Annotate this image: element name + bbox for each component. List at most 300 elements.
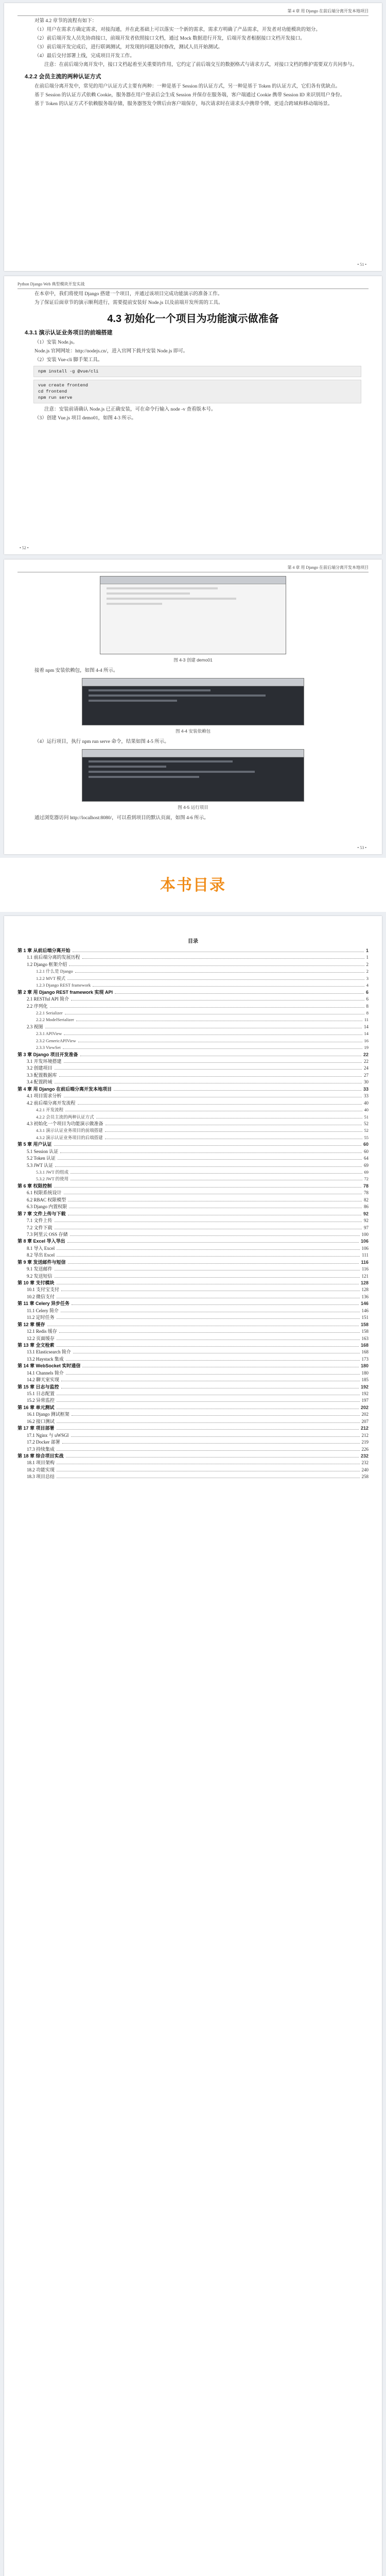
toc-page-number: 14 xyxy=(364,1024,369,1029)
toc-chapter-entry xyxy=(17,1342,369,1349)
toc-leader-dots xyxy=(54,1145,361,1146)
toc-entry-label: 11.1 Celery 简介 xyxy=(27,1308,59,1313)
toc-entry-label: 8.1 导入 Excel xyxy=(27,1245,55,1251)
toc-page-number: 92 xyxy=(364,1218,369,1224)
toc-leader-dots xyxy=(115,993,364,994)
toc-entry-label: 第 6 章 权限控制 xyxy=(17,1183,52,1189)
toc-leader-dots xyxy=(75,972,364,973)
terminal-figure xyxy=(82,678,304,725)
toc-entry-label: 3.4 配置跨域 xyxy=(27,1079,52,1085)
paragraph: （4）运行项目，执行 npm run serve 命令，结果如图 4-5 所示。 xyxy=(34,739,169,744)
toc-page-number: 106 xyxy=(361,1245,369,1251)
toc-page-number: 180 xyxy=(361,1370,369,1376)
toc-chapter-entry xyxy=(17,1259,369,1266)
toc-section-entry xyxy=(17,1093,369,1099)
toc-section-entry xyxy=(17,1411,369,1418)
toc-page-number: 163 xyxy=(361,1335,369,1341)
toc-page-number: 19 xyxy=(364,1045,369,1050)
toc-entry-label: 第 9 章 发送邮件与短信 xyxy=(17,1259,66,1265)
toc-leader-dots xyxy=(57,1256,360,1257)
toc-subsection-entry xyxy=(17,1038,369,1044)
toc-entry-label: 第 7 章 文件上传与下载 xyxy=(17,1211,66,1216)
toc-page-number: 64 xyxy=(364,1156,369,1161)
toc-page-number: 52 xyxy=(364,1128,369,1133)
toc-page-number: 240 xyxy=(361,1467,369,1472)
toc-chapter-entry xyxy=(17,1086,369,1093)
toc-page-number: 212 xyxy=(361,1432,369,1438)
toc-heading: 目录 xyxy=(188,939,198,944)
toc-leader-dots xyxy=(57,1318,360,1319)
running-header: 第 4 章 用 Django 在前后端分离开发本地项目 xyxy=(17,565,369,572)
toc-page-number: 40 xyxy=(364,1100,369,1106)
paragraph: 基于 Token 的认证方式不依赖服务端存储，服务器签发令牌后由客户端保存，每次请求时在请求头中携带令牌，更适合跨域和移动端场景。 xyxy=(34,101,333,107)
toc-page-number: 226 xyxy=(361,1446,369,1452)
toc-subsection-entry xyxy=(17,1169,369,1176)
paragraph: Node.js 官网网址：http://nodejs.cn/，进入官网下载并安装 Node.js 即可。 xyxy=(34,349,188,354)
toc-entry-label: 10.1 支付宝支付 xyxy=(27,1287,60,1293)
toc-entry-label: 9.2 发送短信 xyxy=(27,1273,52,1279)
toc-subsection-entry xyxy=(17,1016,369,1023)
toc-entry-label: 第 13 章 全文检索 xyxy=(17,1342,55,1348)
note: 注意：在前后端分离开发中，接口文档起着至关重要的作用，它约定了前后端交互的数据格式与请求方式，对接口文档的维护需要双方共同参与。 xyxy=(44,62,358,67)
toc-page-number: 22 xyxy=(363,1052,369,1057)
toc-entry-label: 10.2 微信支付 xyxy=(27,1294,55,1299)
toc-page-number: 207 xyxy=(361,1418,369,1424)
toc-page-number: 100 xyxy=(361,1231,369,1237)
subsection-heading: 4.3.1 演示认证业务项目的前端搭建 xyxy=(25,330,113,336)
toc-entry-label: 1.2.1 什么是 Django xyxy=(36,969,73,974)
toc-entry-label: 3.2 创建项目 xyxy=(27,1065,52,1071)
toc-section-entry xyxy=(17,1418,369,1425)
toc-page-number: 128 xyxy=(360,1280,369,1285)
toc-section-entry xyxy=(17,1349,369,1355)
toc-chapter-entry xyxy=(17,1404,369,1411)
toc-entry-label: 4.1 项目需求分析 xyxy=(27,1093,62,1099)
toc-entry-label: 11.2 定时任务 xyxy=(27,1315,55,1320)
toc-leader-dots xyxy=(71,1436,360,1437)
toc-entry-label: 5.3.2 JWT 的使用 xyxy=(36,1176,69,1182)
toc-entry-label: 16.2 接口测试 xyxy=(27,1418,55,1424)
toc-subsection-entry xyxy=(17,1030,369,1037)
page-body xyxy=(25,18,361,109)
toc-subsection-entry xyxy=(17,982,369,989)
toc-leader-dots xyxy=(57,1401,359,1402)
paragraph: 在本章中，我们将使用 Django 搭建一个项目，并通过该项目完成功能演示的准备工作。 xyxy=(34,292,223,297)
toc-banner xyxy=(0,871,386,896)
toc-section-entry xyxy=(17,1328,369,1335)
toc-leader-dots xyxy=(59,1076,362,1077)
toc-page-number: 2 xyxy=(366,969,369,974)
toc-page-number: 30 xyxy=(364,1079,369,1085)
paragraph: （3）前后端开发完成后，进行联调测试，对发现的问题及时修改，测试人员开始测试。 xyxy=(34,45,223,50)
toc-section-entry xyxy=(17,1079,369,1086)
preview-page-2 xyxy=(4,276,382,554)
toc-subsection-entry xyxy=(17,975,369,982)
toc-leader-dots xyxy=(57,1249,359,1250)
page-number: • 51 • xyxy=(357,262,366,267)
toc-entry-label: 第 14 章 WebSocket 实时通信 xyxy=(17,1363,81,1369)
toc-page-number: 92 xyxy=(363,1211,369,1216)
toc-page-number: 8 xyxy=(366,1003,369,1009)
terminal-figure xyxy=(82,749,304,802)
toc-entry-label: 15.2 异常监控 xyxy=(27,1398,55,1403)
toc-section-entry xyxy=(17,1072,369,1079)
toc-entry-label: 第 18 章 综合项目实战 xyxy=(17,1453,64,1459)
toc-page-number: 51 xyxy=(364,1114,369,1120)
toc-entry-label: 3.1 开发环境搭建 xyxy=(27,1059,62,1064)
toc-page-number: 185 xyxy=(361,1377,369,1383)
toc-page-number: 151 xyxy=(361,1315,369,1320)
toc-entry-label: 2.3.1 APIView xyxy=(36,1031,62,1037)
toc-section-entry xyxy=(17,1155,369,1162)
toc-entry-label: 12.2 页面缓存 xyxy=(27,1335,55,1341)
preview-page-3 xyxy=(4,560,382,854)
toc-page-number: 16 xyxy=(364,1038,369,1043)
toc-entry-label: 14.1 Channels 简介 xyxy=(27,1370,64,1376)
preview-page-1 xyxy=(4,3,382,271)
paragraph: （1）用户在需求方确定需求，对接沟通，并在此基础上可以落实一个新的需求，需求方明确了产品需求，开发者对功能模块的划分。 xyxy=(34,27,321,32)
toc-page-number: 69 xyxy=(364,1162,369,1168)
toc-entry-label: 5.3 JWT 认证 xyxy=(27,1162,54,1168)
toc-entry-label: 17.2 Docker 部署 xyxy=(27,1439,60,1445)
toc-page-number: 232 xyxy=(361,1460,369,1466)
toc-entry-label: 7.3 阿里云 OSS 存储 xyxy=(27,1231,68,1237)
toc-page-number: 212 xyxy=(360,1426,369,1431)
toc-chapter-entry xyxy=(17,989,369,996)
toc-page-number: 136 xyxy=(361,1294,369,1299)
toc-entry-label: 2.3.2 GenericAPIView xyxy=(36,1038,76,1043)
toc-subsection-entry xyxy=(17,1010,369,1016)
toc-leader-dots xyxy=(69,965,364,966)
toc-page-number: 60 xyxy=(363,1142,369,1147)
toc-leader-dots xyxy=(66,1457,359,1458)
code-block: vue create frontend cd frontend npm run serve xyxy=(33,380,361,403)
toc-entry-label: 13.1 Elasticsearch 简介 xyxy=(27,1349,71,1355)
toc-chapter-entry xyxy=(17,1211,369,1217)
toc-page-number: 11 xyxy=(364,1017,369,1023)
toc-entry-label: 18.2 功能实现 xyxy=(27,1467,55,1472)
toc-page-number: 111 xyxy=(362,1252,369,1258)
toc-chapter-entry xyxy=(17,1300,369,1307)
toc-entry-label: 2.2 序列化 xyxy=(27,1003,48,1009)
toc-entry-label: 16.1 Django 测试框架 xyxy=(27,1412,69,1417)
toc-subsection-entry xyxy=(17,1134,369,1141)
toc-leader-dots xyxy=(70,1235,360,1236)
toc-leader-dots xyxy=(82,958,364,959)
paragraph: 接着 npm 安装依赖包，如图 4-4 所示。 xyxy=(34,668,118,673)
figure-caption: 图 4-5 运行项目 xyxy=(178,805,208,810)
toc-leader-dots xyxy=(66,1360,360,1361)
toc-page-number: 33 xyxy=(364,1093,369,1099)
toc-chapter-entry xyxy=(17,1183,369,1190)
toc-entry-label: 14.2 聊天室实现 xyxy=(27,1377,60,1383)
table-of-contents xyxy=(17,937,369,1481)
toc-chapter-entry xyxy=(17,1238,369,1245)
toc-entry-label: 第 5 章 用户认证 xyxy=(17,1142,52,1147)
toc-page-number: 72 xyxy=(364,1176,369,1182)
toc-section-entry xyxy=(17,1231,369,1238)
toc-entry-label: 17.1 Nginx 与 uWSGI xyxy=(27,1432,69,1438)
toc-section-entry xyxy=(17,1121,369,1127)
toc-page-number: 202 xyxy=(361,1412,369,1417)
toc-section-entry xyxy=(17,1058,369,1065)
toc-leader-dots xyxy=(50,1007,364,1008)
toc-section-entry xyxy=(17,1473,369,1480)
paragraph: 通过浏览器访问 http://localhost:8080/，可以看到项目的默认页面，如图 4-6 所示。 xyxy=(34,816,209,821)
toc-section-entry xyxy=(17,1245,369,1252)
toc-list xyxy=(17,947,369,1481)
paragraph: 对第 4.2 章节的流程有如下： xyxy=(34,19,97,24)
toc-page-number: 55 xyxy=(364,1134,369,1140)
toc-entry-label: 第 2 章 用 Django REST framework 实现 API xyxy=(17,989,113,995)
toc-leader-dots xyxy=(78,1104,362,1105)
toc-section-entry xyxy=(17,1377,369,1383)
toc-page-number: 6 xyxy=(366,996,369,1002)
toc-leader-dots xyxy=(55,1069,362,1070)
toc-page-number: 22 xyxy=(364,1059,369,1064)
toc-subsection-entry xyxy=(17,1127,369,1134)
toc-subsection-entry xyxy=(17,1107,369,1113)
toc-entry-label: 4.3.1 演示认证业务项目的前端搭建 xyxy=(36,1128,103,1133)
toc-page-number: 82 xyxy=(364,1197,369,1202)
toc-page-number: 146 xyxy=(360,1301,369,1307)
toc-leader-dots xyxy=(72,1304,359,1305)
toc-page-number: 78 xyxy=(363,1183,369,1189)
toc-page-number: 1 xyxy=(366,955,369,960)
toc-section-entry xyxy=(17,1370,369,1377)
toc-section-entry xyxy=(17,1439,369,1446)
toc-leader-dots xyxy=(62,1443,360,1444)
toc-page-number: 168 xyxy=(360,1342,369,1348)
toc-entry-label: 6.3 Django 内置权限 xyxy=(27,1204,67,1210)
toc-entry-label: 2.3 视图 xyxy=(27,1024,43,1029)
toc-chapter-entry xyxy=(17,1280,369,1286)
toc-subsection-entry xyxy=(17,1114,369,1121)
toc-entry-label: 第 11 章 Celery 异步任务 xyxy=(17,1301,70,1307)
toc-page-number: 158 xyxy=(360,1321,369,1327)
note: 注意：安装前请确认 Node.js 已正确安装，可在命令行输入 node -v 查看版本号。 xyxy=(44,407,216,412)
paragraph: （2）安装 Vue-cli 脚手架工具。 xyxy=(34,358,103,363)
page-number: • 53 • xyxy=(357,845,366,850)
toc-chapter-entry xyxy=(17,1425,369,1432)
toc-page-number: 40 xyxy=(364,1107,369,1113)
toc-page-number: 232 xyxy=(360,1453,369,1459)
toc-entry-label: 第 3 章 Django 项目开发准备 xyxy=(17,1052,78,1057)
toc-page-number: 197 xyxy=(361,1398,369,1403)
toc-page-number: 180 xyxy=(360,1363,369,1369)
toc-entry-label: 9.1 发送邮件 xyxy=(27,1266,52,1272)
toc-entry-label: 1.2 Django 框架介绍 xyxy=(27,961,67,967)
toc-page-number: 8 xyxy=(366,1010,369,1015)
toc-leader-dots xyxy=(71,1000,364,1001)
toc-entry-label: 4.2.2 会员主流的两种认证方式 xyxy=(36,1114,94,1120)
toc-entry-label: 4.3 初始化一个项目为功能演示做准备 xyxy=(27,1121,103,1126)
toc-section-entry xyxy=(17,1003,369,1010)
paragraph: 为了保证后面章节的演示顺利进行，需要提前安装好 Node.js 以及前端开发所需的工具。 xyxy=(34,300,223,306)
toc-leader-dots xyxy=(55,1166,362,1167)
toc-leader-dots xyxy=(93,986,364,987)
toc-entry-label: 13.2 Haystack 集成 xyxy=(27,1356,64,1362)
toc-page-number: 219 xyxy=(361,1439,369,1445)
toc-page-number: 146 xyxy=(361,1308,369,1313)
toc-page-number: 3 xyxy=(366,975,369,981)
toc-page-number: 121 xyxy=(361,1273,369,1279)
toc-page-number: 78 xyxy=(364,1190,369,1196)
toc-leader-dots xyxy=(57,1450,359,1451)
toc-page-number: 33 xyxy=(363,1086,369,1092)
banner-title: 本书目录 xyxy=(160,876,226,894)
toc-chapter-entry xyxy=(17,1052,369,1058)
toc-entry-label: 2.1 RESTful API 简介 xyxy=(27,996,69,1002)
toc-leader-dots xyxy=(68,1263,359,1264)
toc-section-entry xyxy=(17,996,369,1003)
figure-caption: 图 4-3 创建 demo01 xyxy=(173,657,213,663)
toc-entry-label: 18.1 项目架构 xyxy=(27,1460,55,1466)
paragraph: （2）前后端开发人员先协商接口，前端开发者依照接口文档，通过 Mock 数据进行开发，后端开发者根据接口文档开发接口。 xyxy=(34,36,305,41)
toc-section-entry xyxy=(17,1162,369,1169)
toc-entry-label: 1.2.3 Django REST framework xyxy=(36,982,91,988)
running-header: Python Django Web 典型模块开发实战 xyxy=(17,281,369,289)
toc-page-number: 202 xyxy=(360,1404,369,1410)
toc-chapter-entry xyxy=(17,1321,369,1328)
toc-page-number: 6 xyxy=(365,989,369,995)
toc-leader-dots xyxy=(72,1415,360,1416)
toc-page-number: 14 xyxy=(364,1031,369,1037)
toc-page-number: 24 xyxy=(364,1065,369,1071)
toc-section-entry xyxy=(17,1273,369,1280)
toc-entry-label: 5.3.1 JWT 的组成 xyxy=(36,1170,69,1175)
toc-section-entry xyxy=(17,1460,369,1466)
toc-page-number: 116 xyxy=(361,1266,369,1272)
toc-page-number: 106 xyxy=(360,1239,369,1244)
toc-page-number: 4 xyxy=(366,982,369,988)
toc-entry-label: 2.2.2 ModelSerializer xyxy=(36,1017,74,1023)
page-body xyxy=(25,573,361,823)
toc-entry-label: 5.2 Token 认证 xyxy=(27,1156,56,1161)
toc-entry-label: 第 17 章 项目部署 xyxy=(17,1426,55,1431)
toc-page-number: 69 xyxy=(364,1170,369,1175)
toc-page-number: 97 xyxy=(364,1225,369,1230)
toc-section-entry xyxy=(17,1197,369,1204)
toc-entry-label: 7.2 文件下载 xyxy=(27,1225,52,1230)
toc-leader-dots xyxy=(57,1346,359,1347)
toc-entry-label: 第 10 章 支付模块 xyxy=(17,1280,55,1285)
toc-leader-dots xyxy=(105,1131,362,1132)
toc-section-entry xyxy=(17,1467,369,1473)
toc-page xyxy=(4,916,382,2576)
toc-page-number: 116 xyxy=(361,1259,369,1265)
toc-entry-label: 15.1 日志配置 xyxy=(27,1391,55,1396)
toc-section-entry xyxy=(17,1432,369,1439)
toc-subsection-entry xyxy=(17,1176,369,1182)
toc-section-entry xyxy=(17,961,369,968)
toc-page-number: 192 xyxy=(360,1384,369,1389)
toc-page-number: 2 xyxy=(366,961,369,967)
section-heading: 4.2.2 会员主流的两种认证方式 xyxy=(25,74,101,80)
toc-entry-label: 2.3.3 ViewSet xyxy=(36,1045,61,1050)
toc-entry-label: 第 8 章 Excel 导入导出 xyxy=(17,1239,65,1244)
toc-page-number: 52 xyxy=(364,1121,369,1126)
toc-page-number: 1 xyxy=(365,948,369,953)
toc-entry-label: 18.3 项目总结 xyxy=(27,1474,55,1480)
toc-entry-label: 1.1 前后端分离的发展历程 xyxy=(27,955,80,960)
toc-entry-label: 7.1 文件上传 xyxy=(27,1218,52,1224)
toc-page-number: 192 xyxy=(361,1391,369,1396)
toc-leader-dots xyxy=(57,1429,359,1430)
toc-section-entry xyxy=(17,1294,369,1300)
toc-page-number: 128 xyxy=(361,1287,369,1293)
toc-leader-dots xyxy=(57,1422,359,1423)
chapter-section-title: 4.3 初始化一个项目为功能演示做准备 xyxy=(107,313,279,325)
toc-entry-label: 第 4 章 用 Django 在前后端分离开发本地项目 xyxy=(17,1086,112,1092)
code-block: npm install -g @vue/cli xyxy=(33,366,361,377)
toc-section-entry xyxy=(17,1286,369,1293)
toc-leader-dots xyxy=(114,1090,361,1091)
toc-entry-label: 4.2 前后端分离开发流程 xyxy=(27,1100,76,1106)
toc-entry-label: 1.2.2 MVT 模式 xyxy=(36,975,65,981)
toc-entry-label: 5.1 Session 认证 xyxy=(27,1148,59,1154)
toc-page-number: 258 xyxy=(361,1474,369,1480)
toc-entry-label: 8.2 导出 Excel xyxy=(27,1252,55,1258)
toc-entry-label: 第 12 章 缓存 xyxy=(17,1321,45,1327)
toc-leader-dots xyxy=(54,1187,361,1188)
toc-subsection-entry xyxy=(17,1044,369,1051)
toc-section-entry xyxy=(17,1204,369,1210)
toc-leader-dots xyxy=(66,1374,360,1375)
toc-entry-label: 第 16 章 单元测试 xyxy=(17,1404,55,1410)
page-number: • 52 • xyxy=(20,546,29,550)
toc-chapter-entry xyxy=(17,1384,369,1391)
toc-section-entry xyxy=(17,1065,369,1072)
toc-chapter-entry xyxy=(17,1453,369,1460)
toc-leader-dots xyxy=(63,1048,362,1049)
toc-entry-label: 第 1 章 从前后端分离开始 xyxy=(17,948,71,953)
toc-leader-dots xyxy=(59,1332,360,1333)
toc-entry-label: 2.2.1 Serializer xyxy=(36,1010,63,1015)
toc-section-entry xyxy=(17,1190,369,1196)
toc-entry-label: 17.3 持续集成 xyxy=(27,1446,55,1452)
toc-entry-label: 第 15 章 日志与监控 xyxy=(17,1384,59,1389)
toc-leader-dots xyxy=(64,1062,362,1063)
toc-entry-label: 3.3 配置数据库 xyxy=(27,1072,57,1078)
toc-chapter-entry xyxy=(17,1141,369,1148)
toc-section-entry xyxy=(17,1308,369,1314)
toc-section-entry xyxy=(17,1446,369,1453)
toc-section-entry xyxy=(17,1148,369,1155)
toc-section-entry xyxy=(17,1266,369,1273)
screenshot-figure xyxy=(100,576,286,654)
toc-section-entry xyxy=(17,1314,369,1321)
toc-section-entry xyxy=(17,1397,369,1404)
toc-page-number: 60 xyxy=(364,1148,369,1154)
toc-section-entry xyxy=(17,1225,369,1231)
toc-entry-label: 6.2 RBAC 权限模型 xyxy=(27,1197,66,1202)
toc-page-number: 27 xyxy=(364,1072,369,1078)
toc-entry-label: 6.1 权限系统设计 xyxy=(27,1190,62,1196)
toc-leader-dots xyxy=(55,1277,360,1278)
toc-section-entry xyxy=(17,1217,369,1224)
figure-caption: 图 4-4 安装依赖包 xyxy=(175,728,210,734)
toc-page-number: 168 xyxy=(361,1349,369,1355)
toc-section-entry xyxy=(17,1335,369,1342)
toc-leader-dots xyxy=(67,1242,359,1243)
toc-entry-label: 4.3.2 演示认证业务项目的后端搭建 xyxy=(36,1134,103,1140)
toc-section-entry xyxy=(17,954,369,961)
toc-chapter-entry xyxy=(17,947,369,954)
toc-page-number: 86 xyxy=(364,1204,369,1210)
toc-section-entry xyxy=(17,1024,369,1030)
paragraph: （4）最后交付部署上线，完成项目开发工作。 xyxy=(34,54,135,59)
